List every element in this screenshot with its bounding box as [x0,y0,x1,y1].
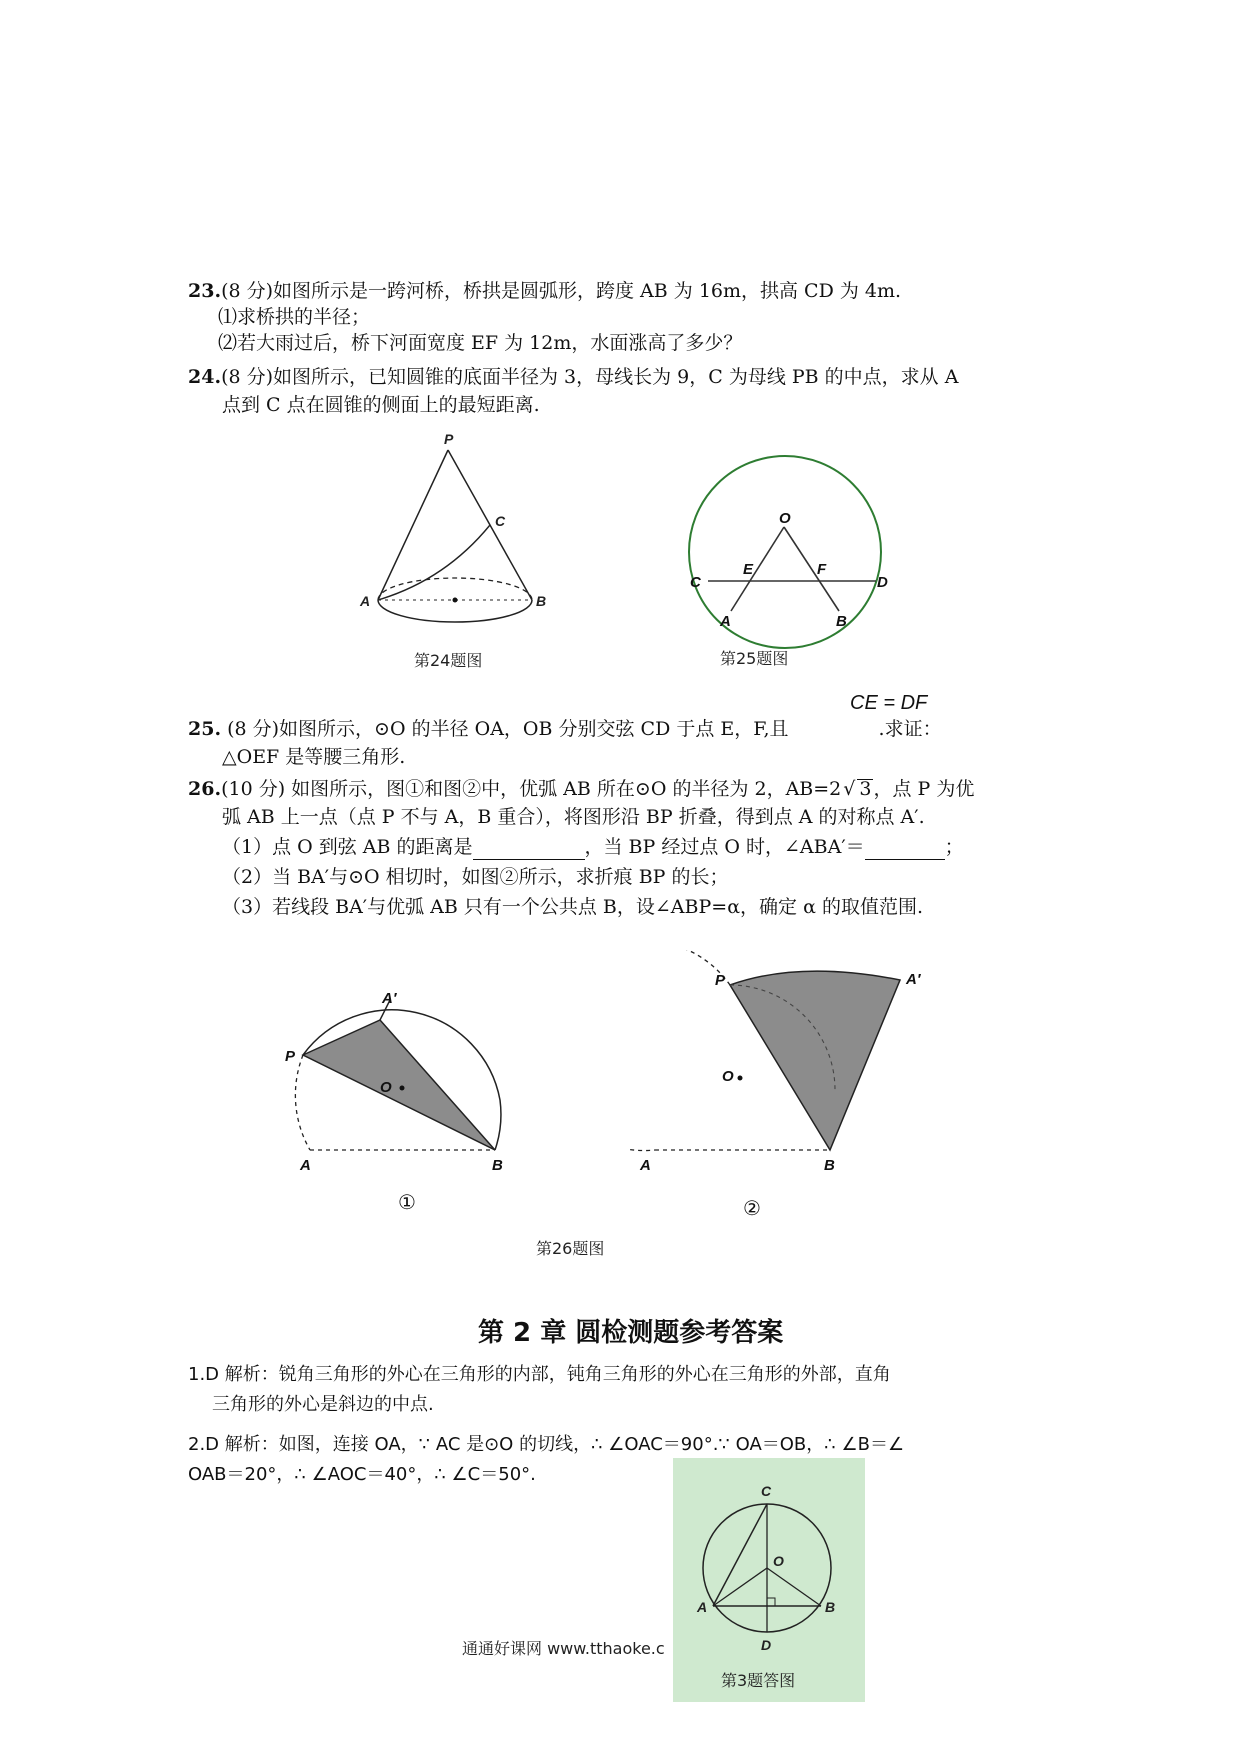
q25-formula: CE = DF [850,692,928,714]
fig24-label-c: C [495,513,506,529]
q23-number: 23. [188,280,222,302]
q26-text-3b: ，当 BP 经过点 O 时，∠ABA′＝ [584,836,865,858]
fig26-2-label-aprime: A′ [906,971,921,988]
fig24-label-b: B [536,593,547,609]
fig24-label-a: A [360,593,371,609]
q24-line2: 点到 C 点在圆锥的侧面上的最短距离. [222,394,540,416]
q23-text-1: (8 分)如图所示是一跨河桥，桥拱是圆弧形，跨度 AB 为 16m，拱高 CD 为 4m. [221,280,902,302]
q23-line3: ⑵若大雨过后，桥下河面宽度 EF 为 12m，水面涨高了多少？ [218,332,743,354]
q25-line2: △OEF 是等腰三角形. [222,746,406,768]
fig24-caption: 第24题图 [414,651,483,670]
fig25-label-b: B [836,613,847,630]
fig26-2-label-p: P [715,972,726,989]
fig3ans-label-a: A [697,1599,708,1615]
figure-3-answer [673,1458,865,1658]
figure-24-cone [350,430,570,670]
figure-26-2 [630,950,950,1175]
q26-line1: 26.(10 分) 如图所示，图①和图②中，优弧 AB 所在⊙O 的半径为 2，AB=2 √ 3 ，点 P 为优 [188,778,975,800]
answer-2-line1: 2.D 解析：如图，连接 OA，∵ AC 是⊙O 的切线，∴ ∠OAC＝90°.∵ OA＝OB，∴ ∠B＝∠ [188,1434,905,1455]
fig25-label-d: D [877,574,888,591]
q25-line1 [188,716,942,742]
figure-25-circle [680,440,900,660]
q26-text-1a: (10 分) 如图所示，图①和图②中，优弧 AB 所在⊙O 的半径为 2，AB=2 [221,778,842,800]
q25-number: 25. [188,718,222,740]
q26-sqrt-value: 3 [859,778,872,800]
fig26-1-label-o: O [380,1079,392,1096]
fig26-1-label-b: B [492,1157,503,1174]
fig3ans-label-d: D [761,1637,772,1653]
fig26-1-label-aprime: A′ [382,990,397,1007]
fig26-1-label-a: A [300,1157,311,1174]
fig25-label-e: E [743,561,754,578]
fig3ans-panel [673,1458,865,1702]
q26-text-3c: ； [944,836,964,858]
q23-line1 [188,278,901,304]
fig3ans-label-b: B [825,1599,836,1615]
q26-text-3a: （1）点 O 到弦 AB 的距离是 [222,836,473,858]
footer-text: 通通好课网 www.tthaoke.c [462,1639,665,1658]
q26-line3 [222,834,964,860]
answers-heading: 第 2 章 圆检测题参考答案 [478,1318,784,1348]
answer-1-line2: 三角形的外心是斜边的中点. [212,1394,434,1415]
fig26-2-label-a: A [640,1157,651,1174]
answer-2-line2: OAB＝20°，∴ ∠AOC＝40°，∴ ∠C＝50°. [188,1464,536,1485]
figure-26-1 [270,975,540,1175]
answer-1-line1: 1.D 解析：锐角三角形的外心在三角形的内部，钝角三角形的外心在三角形的外部，直角 [188,1364,891,1385]
q25-text-1a: (8 分)如图所示，⊙O 的半径 OA，OB 分别交弦 CD 于点 E，F,且 [221,718,789,740]
fig25-label-f: F [817,561,827,578]
fig26-sub2: ② [743,1196,761,1220]
q26-number: 26. [188,778,222,800]
q23-line2: ⑴求桥拱的半径； [218,306,371,328]
q24-number: 24. [188,366,222,388]
fig26-2-label-b: B [824,1157,835,1174]
fig25-label-c: C [690,574,701,591]
fig3ans-caption: 第3题答图 [721,1671,796,1690]
q24-line1 [188,364,958,390]
fig26-2-label-o: O [722,1068,734,1085]
q26-text-1b: ，点 P 为优 [873,778,975,800]
fig26-1-label-p: P [285,1048,296,1065]
q25-text-1b: .求证： [878,718,942,740]
fig24-label-p: P [444,431,454,447]
fig25-label-a: A [720,613,731,630]
fig26-sub1: ① [398,1190,416,1214]
q24-text-1: (8 分)如图所示，已知圆锥的底面半径为 3，母线长为 9，C 为母线 PB 的中点，求从 A [221,366,959,388]
q26-blank-1[interactable] [473,841,585,860]
q26-line4: （2）当 BA′与⊙O 相切时，如图②所示，求折痕 BP 的长； [222,866,729,888]
q26-line2: 弧 AB 上一点（点 P 不与 A，B 重合），将图形沿 BP 折叠，得到点 A 的对称点 A′. [222,806,925,828]
fig3ans-label-o: O [773,1553,784,1569]
q26-blank-2[interactable] [865,841,945,860]
fig26-caption: 第26题图 [536,1239,605,1258]
fig25-caption: 第25题图 [720,649,789,668]
fig3ans-label-c: C [761,1483,772,1499]
fig25-label-o: O [779,510,791,527]
q26-line5: （3）若线段 BA′与优弧 AB 只有一个公共点 B，设∠ABP=α，确定 α 的取值范围. [222,896,923,918]
